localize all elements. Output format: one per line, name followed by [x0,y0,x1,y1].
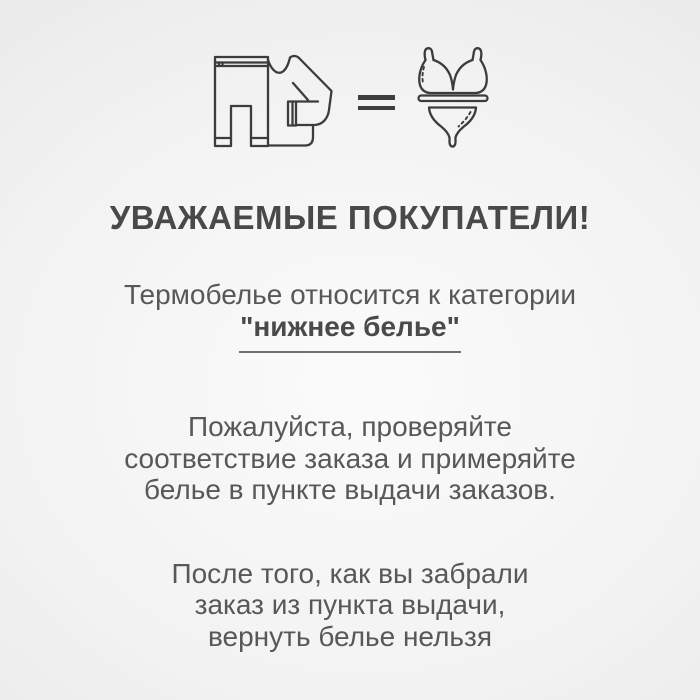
paragraph-line: белье в пункте выдачи заказов. [144,474,556,505]
paragraph-line: После того, как вы забрали [171,557,529,589]
paragraph-line: Пожалуйста, проверяйте [188,411,512,442]
thermal-underwear-set-icon [212,54,336,150]
check-order-paragraph [124,411,576,506]
equals-bar-top [358,95,395,100]
paragraph-line: вернуть белье нельзя [207,620,493,652]
category-term: "нижнее белье" [240,310,460,342]
underline-divider [239,351,461,353]
category-note [124,279,576,353]
page-title: УВАЖАЕМЫЕ ПОКУПАТЕЛИ! [109,199,591,236]
paragraph-line: заказ из пункта выдачи, [194,589,506,620]
equals-sign-icon [358,95,395,110]
icon-row [212,45,489,151]
equals-bar-bottom [358,106,395,111]
paragraph-line: соответствие заказа и примеряйте [124,442,576,474]
category-line: Термобелье относится к категории [123,279,576,310]
bra-and-panties-icon [417,45,489,151]
return-policy-paragraph [171,558,528,653]
